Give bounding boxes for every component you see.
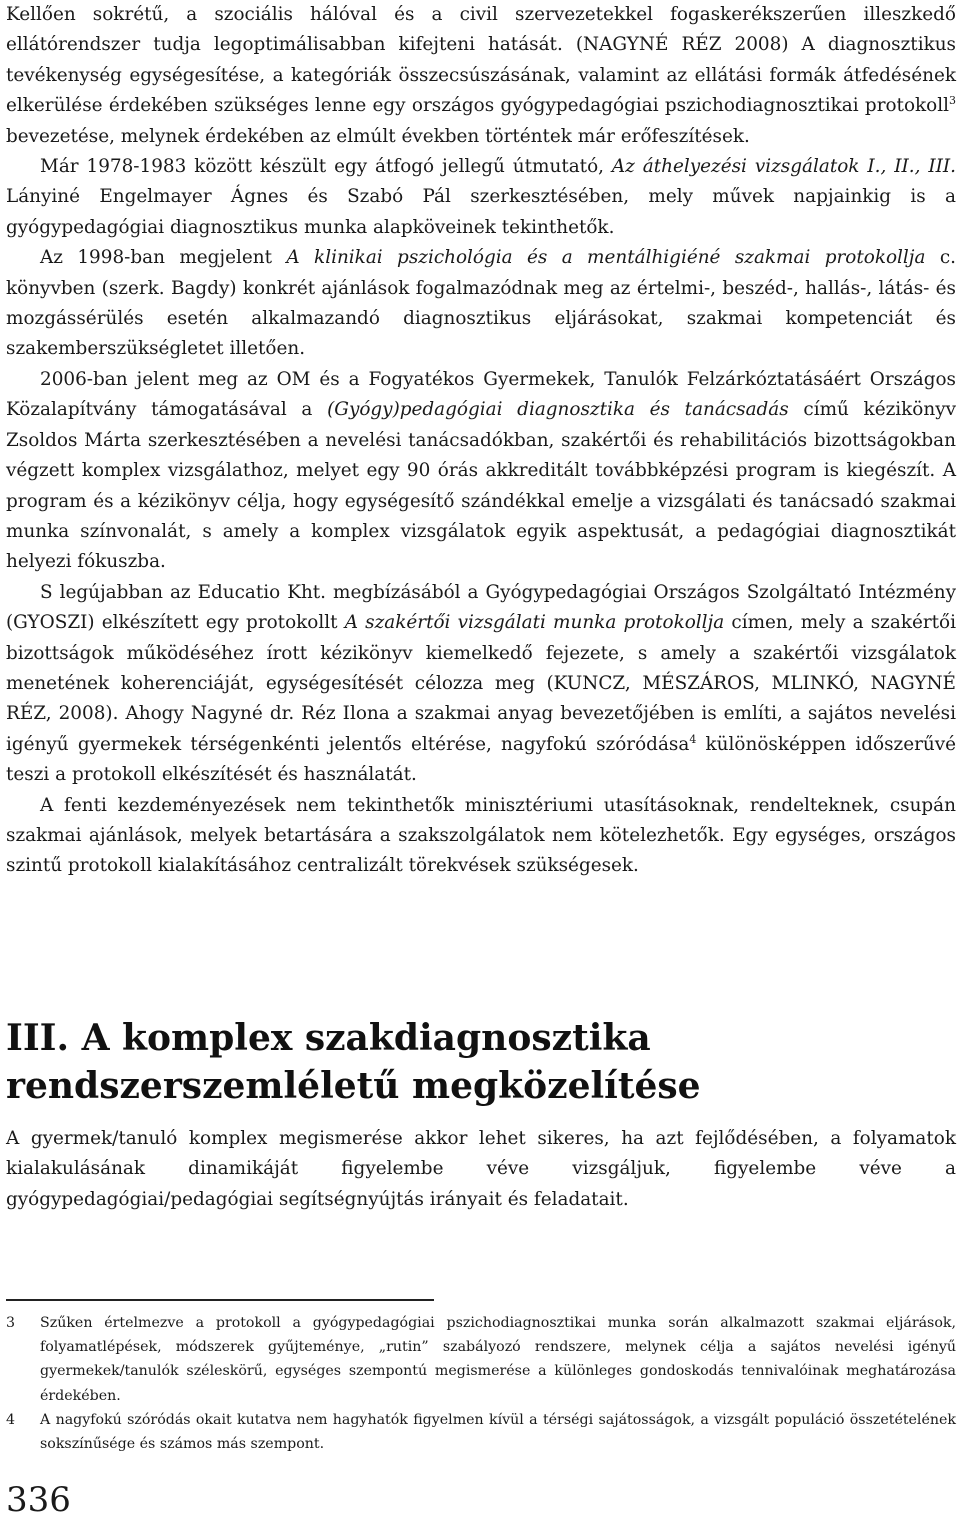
paragraph-2 bbox=[6, 152, 956, 243]
footnote-divider bbox=[6, 1299, 434, 1301]
text-run: Az 1998-ban megjelent bbox=[40, 247, 287, 269]
chapter-paragraph: A gyermek/tanuló komplex megismerése akkor lehet sikeres, ha azt fejlődésében, a folyamatok kialakulásának dinamikáját figyelembe véve vizsgáljuk, figyelembe véve a gyógypedagógiai/pedagógiai segítségnyújtás irányait és feladatait. bbox=[6, 1128, 956, 1210]
text-run: különösképpen időszerűvé teszi a protokoll elkészítését és használatát. bbox=[6, 733, 956, 786]
footnote-text: Szűken értelmezve a protokoll a gyógypedagógiai pszichodiagnosztikai munka során alkalmazott szakmai eljárások, folyamatlépések, módszerek gyűjteménye, „rutin” szabályozó rendszere, melynek célja a sajátos nevelési igényű gyermekek/tanulók széleskörű, egységes szempontú megismerése a különleges gondoskodás tennivalóinak meghatározása érdekében. bbox=[40, 1315, 956, 1404]
text-run: A fenti kezdeményezések nem tekinthetők minisztériumi utasításoknak, rendelteknek, csupán szakmai ajánlások, melyek betartására a szakszolgálatok nem kötelezhetők. Egy egységes, országos szintű protokoll kialakításához centralizált törekvések szükségesek. bbox=[6, 794, 956, 877]
footnote-text: A nagyfokú szóródás okait kutatva nem hagyhatók figyelmen kívül a térségi sajátosságok, a vizsgált populáció összetételének sokszínűsége és számos más szempont. bbox=[40, 1411, 956, 1453]
footnote-number: 3 bbox=[6, 1315, 16, 1331]
paragraph-3 bbox=[6, 243, 956, 365]
italic-title: A klinikai pszichológia és a mentálhigiéné szakmai protokollja bbox=[286, 247, 926, 269]
text-run: címen, mely a szakértői bizottságok működéséhez írott kézikönyv kiemelkedő fejezete, s amely a szakértői vizsgálatok menetének koherenciáját, egységesítését célozza meg (KUNCZ, MÉSZÁROS, MLINKÓ, NAGYNÉ RÉZ, 2008). Ahogy Nagyné dr. Réz Ilona a szakmai anyag bevezetőjében is említi, a sajátos nevelési igényű gyermekek térségenkénti jelentős eltérése, nagyfokú szóródása bbox=[6, 612, 956, 755]
paragraph-1 bbox=[6, 0, 956, 152]
footnote-number: 4 bbox=[6, 1411, 16, 1428]
chapter-title: III. A komplex szakdiagnosztika rendszerszemléletű megközelítése bbox=[6, 1017, 701, 1107]
chapter-intro bbox=[6, 1124, 956, 1215]
paragraph-6 bbox=[6, 791, 956, 882]
footnote-reference: 3 bbox=[949, 94, 956, 108]
footnote-4 bbox=[6, 1408, 956, 1456]
italic-title: (Gyógy)pedagógiai diagnosztika és tanácsadás bbox=[327, 399, 789, 421]
text-run: című kézikönyv Zsoldos Márta szerkesztésében a nevelési tanácsadókban, szakértői és rehabilitációs bizottságokban végzett komplex vizsgálathoz, melyet egy 90 órás akkreditált továbbképzési program is kiegészít. A program és a kézikönyv célja, hogy egységesítő szándékkal emelje a vizsgálati és tanácsadó szakmai munka színvonalát, s amely a komplex vizsgálatok egyik aspektusát, a pedagógiai diagnosztikát helyezi fókuszba. bbox=[6, 399, 956, 573]
paragraph-4 bbox=[6, 365, 956, 578]
paragraph-5 bbox=[6, 578, 956, 791]
italic-title: Az áthelyezési vizsgálatok I., II., III. bbox=[611, 156, 956, 178]
text-run: 2006-ban jelent meg az OM és a Fogyatékos Gyermekek, Tanulók Felzárkóztatásáért Országos Közalapítvány támogatásával a bbox=[6, 368, 956, 421]
text-run: S legújabban az Educatio Kht. megbízásából a Gyógypedagógiai Országos Szolgáltató Intézmény (GYOSZI) elkészített egy protokollt bbox=[6, 581, 956, 634]
text-run: bevezetése, melynek érdekében az elmúlt években történtek már erőfeszítések. bbox=[6, 125, 750, 147]
italic-title: A szakértői vizsgálati munka protokollja bbox=[344, 612, 725, 634]
page-number: 336 bbox=[6, 1480, 71, 1520]
footnotes bbox=[6, 1311, 956, 1456]
text-run: Kellően sokrétű, a szociális hálóval és a civil szervezetekkel fogaskerékszerűen illeszkedő ellátórendszer tudja legoptimálisabban kifejteni hatását. (NAGYNÉ RÉZ 2008) A diagnosztikus tevékenység egységesítése, a kategóriák összecsúszásának, valamint az ellátási formák átfedésének elkerülése érdekében szükséges lenne egy országos gyógypedagógiai pszichodiagnosztikai protokoll bbox=[6, 4, 956, 117]
body-text bbox=[6, 0, 956, 882]
footnote-reference: 4 bbox=[689, 732, 697, 746]
text-run: Lányiné Engelmayer Ágnes és Szabó Pál szerkesztésében, mely művek napjainkig is a gyógypedagógiai diagnosztikus munka alapköveinek tekinthetők. bbox=[6, 186, 956, 238]
text-run: c. könyvben (szerk. Bagdy) konkrét ajánlások fogalmazódnak meg az értelmi-, beszéd-, hallás-, látás- és mozgássérülés esetén alkalmazandó diagnosztikus eljárásokat, szakmai kompetenciát és szakemberszükségletet illetően. bbox=[6, 247, 956, 360]
footnote-3 bbox=[6, 1311, 956, 1408]
text-run: Már 1978-1983 között készült egy átfogó jellegű útmutató, bbox=[40, 156, 612, 178]
